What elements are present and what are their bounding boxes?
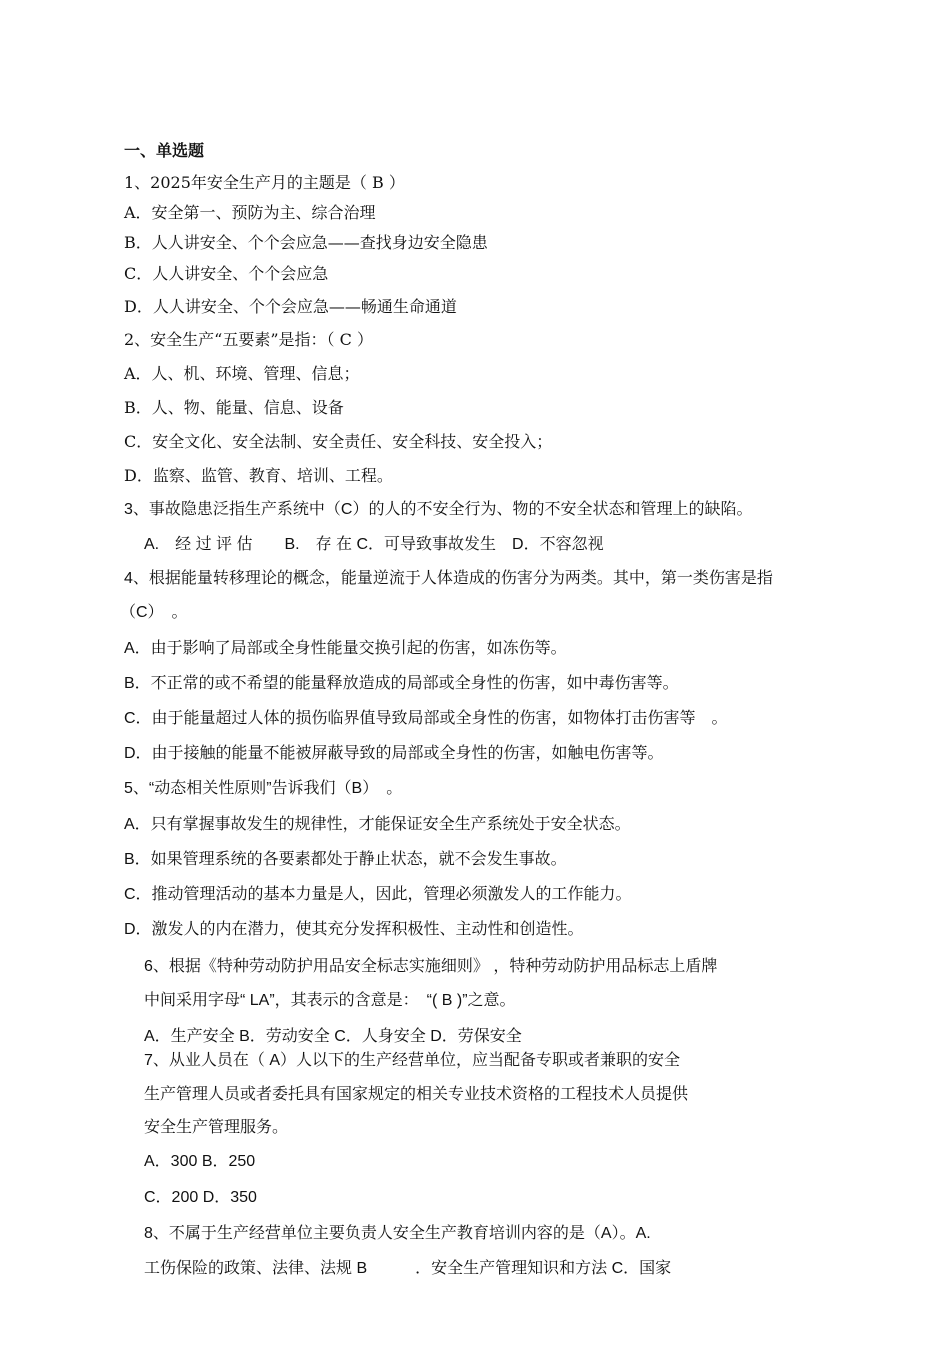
q1-stem: 1、2025年安全生产月的主题是（ B ）: [124, 173, 405, 192]
q1-option-a: A．安全第一、预防为主、综合治理: [124, 203, 376, 222]
q7-stem-line1: 7、从业人员在（ A）人以下的生产经营单位，应当配备专职或者兼职的安全: [144, 1052, 681, 1069]
q4-option-d: D．由于接触的能量不能被屏蔽导致的局部或全身性的伤害，如触电伤害等。: [124, 745, 664, 762]
q5-option-b: B．如果管理系统的各要素都处于静止状态，就不会发生事故。: [124, 851, 567, 868]
q7-options-cd: C．200 D．350: [144, 1189, 257, 1206]
q6-options: A．生产安全 B．劳动安全 C．人身安全 D．劳保安全: [144, 1028, 522, 1045]
q1-option-b: B．人人讲安全、个个会应急——查找身边安全隐患: [124, 233, 488, 252]
q2-option-b: B．人、物、能量、信息、设备: [124, 398, 344, 417]
q2-option-a: A．人、机、环境、管理、信息；: [124, 364, 360, 383]
q4-option-c: C．由于能量超过人体的损伤临界值导致局部或全身性的伤害，如物体打击伤害等 。: [124, 710, 728, 727]
q7-options-ab: A．300 B．250: [144, 1153, 256, 1170]
q6-stem-line2: 中间采用字母“ LA”，其表示的含意是： “( B )”之意。: [144, 992, 516, 1009]
q7-stem-line3: 安全生产管理服务。: [144, 1119, 289, 1136]
q5-stem: 5、“动态相关性原则”告诉我们（B） 。: [124, 780, 403, 797]
q6-stem-line1: 6、根据《特种劳动防护用品安全标志实施细则》 ，特种劳动防护用品标志上盾牌: [144, 958, 718, 975]
q5-option-d: D．激发人的内在潜力，使其充分发挥积极性、主动性和创造性。: [124, 921, 584, 938]
q2-option-d: D．监察、监管、教育、培训、工程。: [124, 466, 393, 485]
q2-option-c: C．安全文化、安全法制、安全责任、安全科技、安全投入；: [124, 432, 553, 451]
q4-stem-line2: （C） 。: [120, 604, 188, 621]
q5-option-c: C．推动管理活动的基本力量是人，因此，管理必须激发人的工作能力。: [124, 886, 632, 903]
q4-option-a: A．由于影响了局部或全身性能量交换引起的伤害，如冻伤等。: [124, 640, 567, 657]
q8-stem-line1: 8、不属于生产经营单位主要负责人安全生产教育培训内容的是（A）。A.: [144, 1225, 651, 1242]
q4-option-b: B．不正常的或不希望的能量释放造成的局部或全身性的伤害，如中毒伤害等。: [124, 675, 679, 692]
q3-options: A. 经 过 评 估 B. 存 在 C．可导致事故发生 D．不容忽视: [144, 536, 604, 553]
section-title: 一、单选题: [124, 143, 205, 160]
q3-stem: 3、事故隐患泛指生产系统中（C）的人的不安全行为、物的不安全状态和管理上的缺陷。: [124, 501, 753, 518]
q4-stem-line1: 4、根据能量转移理论的概念，能量逆流于人体造成的伤害分为两类。其中，第一类伤害是指: [124, 570, 773, 587]
q5-option-a: A．只有掌握事故发生的规律性，才能保证安全生产系统处于安全状态。: [124, 816, 631, 833]
q1-option-d: D．人人讲安全、个个会应急——畅通生命通道: [124, 297, 457, 316]
q1-option-c: C．人人讲安全、个个会应急: [124, 264, 329, 283]
q7-stem-line2: 生产管理人员或者委托具有国家规定的相关专业技术资格的工程技术人员提供: [144, 1086, 689, 1103]
q8-stem-line2: 工伤保险的政策、法律、法规 B ．安全生产管理知识和方法 C．国家: [144, 1260, 672, 1277]
q2-stem: 2、安全生产“五要素”是指：（ C ）: [124, 330, 373, 349]
